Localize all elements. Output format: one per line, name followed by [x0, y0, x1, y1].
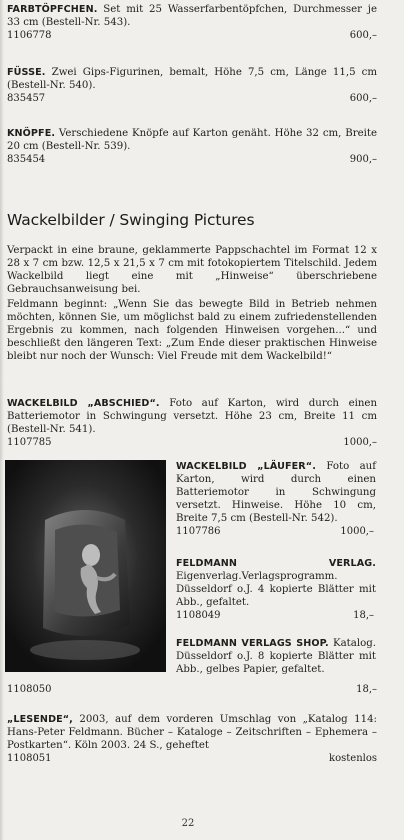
- price: 600,–: [349, 30, 377, 41]
- price: kostenlos: [329, 753, 377, 764]
- price: 600,–: [349, 93, 377, 104]
- order-number: 1107786: [176, 526, 221, 537]
- entry-text: Foto auf Karton, wird durch einen Batteriemotor in Schwingung versetzt. Höhe 23 cm, Breite 11 cm (Bestell-Nr. 541).: [7, 398, 378, 435]
- entry-title: FELDMANN VERLAG.: [176, 558, 376, 569]
- entry-lesende: [7, 713, 377, 765]
- order-number: 835454: [7, 154, 46, 165]
- entry-farbtoepfchen: [7, 3, 377, 42]
- shop-footer-row: [7, 683, 377, 696]
- entry-title: WACKELBILD „LÄUFER“.: [176, 461, 316, 472]
- price: 900,–: [349, 154, 377, 165]
- photo-illustration: [5, 460, 166, 672]
- order-number: 1108050: [7, 684, 52, 695]
- price: 18,–: [353, 610, 374, 621]
- order-number: 1108051: [7, 753, 52, 764]
- price: 18,–: [356, 684, 377, 695]
- price: 1000,–: [343, 437, 377, 448]
- entry-abschied: [7, 397, 377, 449]
- wackelbild-photo: [5, 460, 166, 672]
- entry-title: „LESENDE“,: [7, 714, 73, 725]
- order-number: 1108049: [176, 610, 221, 621]
- intro-paragraph: Verpackt in eine braune, geklammerte Pappschachtel im Format 12 x 28 x 7 cm bzw. 12,5 x 21,5 x 7 cm mit fotokopiertem Titelschild. Jedem Wackelbild liegt eine mit „Hinweise“ überschriebene Gebrauchsanweisung bei.: [7, 245, 377, 295]
- entry-text: Set mit 25 Wasserfarbentöpfchen, Durchmesser je 33 cm (Bestell-Nr. 543).: [7, 4, 377, 28]
- entry-title: FARBTÖPFCHEN.: [7, 4, 98, 15]
- intro-text: [7, 244, 377, 363]
- entry-text: Foto auf Karton, wird durch einen Batteriemotor in Schwingung versetzt. Hinweise. Höhe 10 cm, Breite 7,5 cm (Bestell-Nr. 542).: [176, 461, 376, 524]
- order-number: 835457: [7, 93, 46, 104]
- price: 1000,–: [340, 526, 374, 537]
- entry-title: FÜSSE.: [7, 67, 46, 78]
- entry-feldmann-shop: [176, 637, 376, 676]
- entry-title: FELDMANN VERLAGS SHOP.: [176, 638, 329, 649]
- page-number: 22: [181, 818, 195, 829]
- order-number: 1107785: [7, 437, 52, 448]
- entry-laeufer: [176, 460, 376, 538]
- entry-text: Zwei Gips-Figurinen, bemalt, Höhe 7,5 cm, Länge 11,5 cm (Bestell-Nr. 540).: [7, 67, 378, 91]
- order-number: 1106778: [7, 30, 52, 41]
- entry-text: 2003, auf dem vorderen Umschlag von „Katalog 114: Hans-Peter Feldmann. Bücher – Kataloge – Zeitschriften – Ephemera – Postkarten“. Köln 2003. 24 S., geheftet: [7, 714, 377, 751]
- section-title: Wackelbilder / Swinging Pictures: [7, 211, 255, 229]
- entry-text: Katalog. Düsseldorf o.J. 8 kopierte Blätter mit Abb., gelbes Papier, gefaltet.: [176, 638, 376, 675]
- entry-title: WACKELBILD „ABSCHIED“.: [7, 398, 160, 409]
- entry-text: Eigenverlag.Verlagsprogramm. Düsseldorf o.J. 4 kopierte Blätter mit Abb., gefaltet.: [176, 571, 376, 608]
- entry-fuesse: [7, 66, 377, 105]
- entry-title: KNÖPFE.: [7, 128, 56, 139]
- entry-feldmann-verlag: [176, 557, 376, 622]
- entry-text: Verschiedene Knöpfe auf Karton genäht. Höhe 32 cm, Breite 20 cm (Bestell-Nr. 539).: [7, 128, 377, 152]
- entry-knoepfe: [7, 127, 377, 166]
- intro-paragraph: Feldmann beginnt: „Wenn Sie das bewegte Bild in Betrieb nehmen möchten, können Sie, um möglichst bald zu einem zufriedenstellenden Ergebnis zu kommen, nach folgenden Hinweisen vorgehen...“ und beschließt den längeren Text: „Zum Ende dieser praktischen Hinweise bleibt nur noch der Wunsch: Viel Freude mit dem Wackelbild!“: [7, 299, 377, 362]
